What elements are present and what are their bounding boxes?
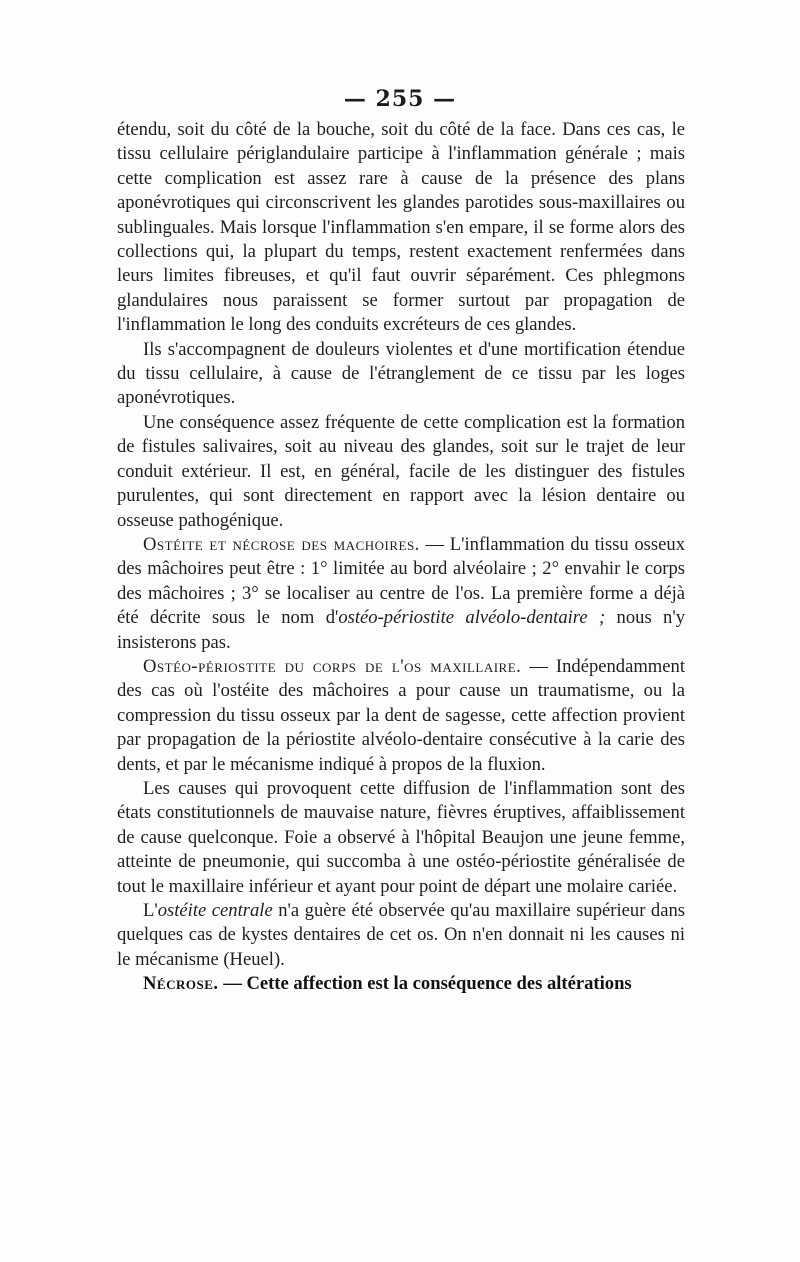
paragraph-osteo-periostite xyxy=(117,655,685,777)
paragraph-mortification: Ils s'accompagnent de douleurs violentes et d'une mortification étendue du tissu cellulaire, à cause de l'étranglement de ce tissu par les loges aponévrotiques. xyxy=(117,338,685,409)
paragraph-prefix: L' xyxy=(143,900,158,921)
paragraph-osteite-necrose xyxy=(117,533,685,655)
paragraph-text: — Indépendamment des cas où l'ostéite des mâchoires a pour cause un traumatisme, ou la compression du tissu osseux par la dent de sagesse, cette affection provient par propagation de la périostite alvéolo-dentaire consécutive à la carie des dents, et par le mécanisme indiqué à propos de la fluxion. xyxy=(117,655,685,775)
paragraph-text: — Cette affection est la conséquence des altérations xyxy=(218,973,632,995)
paragraph-osteite-centrale xyxy=(117,899,685,972)
paragraph-causes: Les causes qui provoquent cette diffusion de l'inflammation sont des états constitutionnels de mauvaise nature, fièvres éruptives, affaiblissement de cause quelconque. Foie a observé à l'hôpital Beaujon une jeune femme, atteinte de pneumonie, qui succomba à une ostéo-périostite généralisée de tout le maxillaire inférieur et ayant pour point de départ une molaire cariée. xyxy=(117,777,685,897)
section-heading-necrose: Nécrose. xyxy=(143,973,219,995)
paragraph-fistules: Une conséquence assez fréquente de cette complication est la formation de fistules salivaires, soit au niveau des glandes, soit sur le trajet de leur conduit extérieur. Il est, en général, facile de les distinguer des fistules purulentes, qui sont directement en rapport avec la lésion dentaire ou osseuse pathogénique. xyxy=(117,411,685,531)
paragraph-text: n'a guère été observée qu'au maxillaire supérieur dans quelques cas de kystes dentaires de cet os. On n'en donnait ni les causes ni le mécanisme (Heuel). xyxy=(117,900,685,970)
page-number: — 255 — xyxy=(343,86,457,112)
paragraph-text: — L'inflammation du tissu osseux des mâchoires peut être : 1° limitée au bord alvéolaire ; 2° envahir le corps des mâchoires ; 3° se localiser au centre de l'os. La première forme a déjà été décrite sous le nom d' xyxy=(117,533,686,629)
italic-term: ostéite centrale xyxy=(157,900,273,921)
section-heading-osteite-necrose: Ostéite et nécrose des machoires. xyxy=(143,533,420,555)
italic-term: ostéo-périostite alvéolo-dentaire ; xyxy=(338,607,606,629)
paragraph-continuation: étendu, soit du côté de la bouche, soit du côté de la face. Dans ces cas, le tissu cellulaire périglandulaire participe à l'inflammation générale ; mais cette complication est assez rare à cause de la présence des plans aponévrotiques qui circonscrivent les glandes parotides sous-maxillaires ou sublinguales. Mais lorsque l'inflammation s'en empare, il se forme alors des collections qui, la plupart du temps, restent exactement renfermées dans leurs limites fibreuses, et qu'il faut ouvrir séparément. Ces phlegmons glandulaires nous paraissent se former surtout par propagation de l'inflammation le long des conduits excréteurs de ces glandes. xyxy=(117,119,685,336)
paragraph-text: nous n'y insisterons pas. xyxy=(117,607,686,653)
paragraph-necrose xyxy=(117,972,685,996)
section-heading-osteo-periostite: Ostéo-périostite du corps de l'os maxillaire. xyxy=(143,655,522,677)
body-text xyxy=(117,118,685,997)
